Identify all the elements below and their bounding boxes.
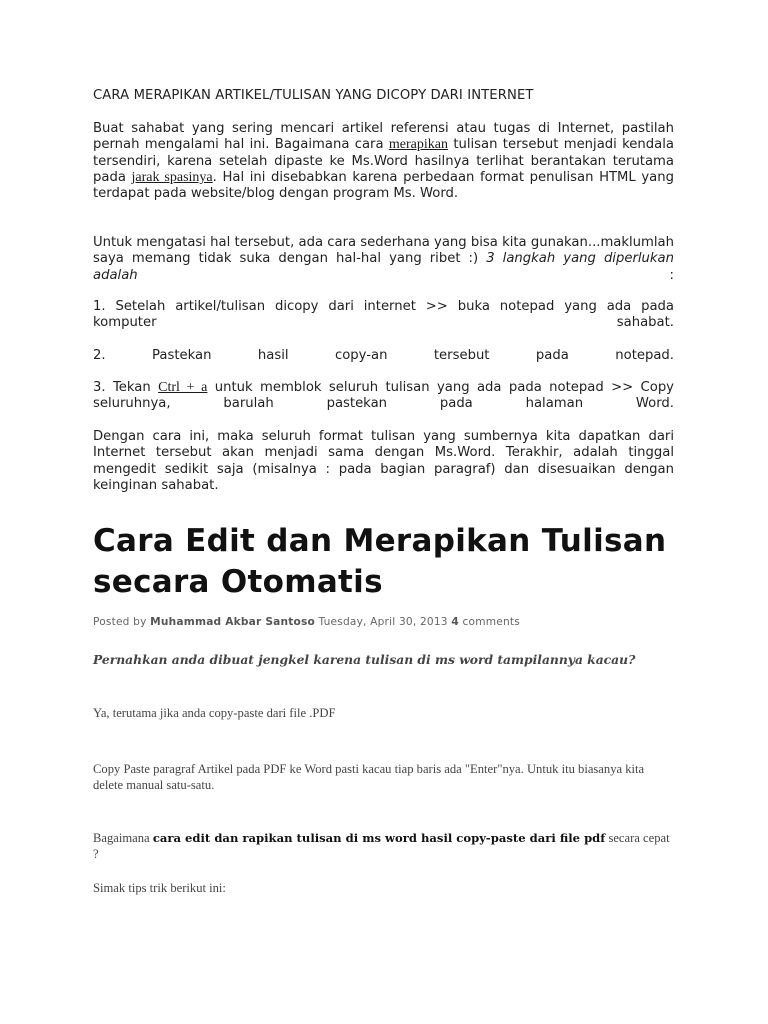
- paragraph-question: [93, 830, 674, 862]
- link-jarak-spasi[interactable]: jarak spasinya: [131, 169, 213, 185]
- post-date[interactable]: Tuesday, April 30, 2013: [318, 616, 448, 628]
- step-1: 1. Setelah artikel/tulisan dicopy dari internet >> buka notepad yang ada pada komputer sahabat.: [93, 299, 674, 331]
- intro-text-3: . Hal ini disebabkan karena perbedaan format penulisan HTML yang terdapat pada website/blog dengan program Ms. Word.: [93, 169, 674, 202]
- steps-colon: :: [669, 267, 674, 283]
- steps-intro: 3 langkah yang diperlukan adalah: [93, 251, 674, 283]
- intro-paragraph: [93, 121, 674, 202]
- step-2: 2. Pastekan hasil copy-an tersebut pada notepad.: [93, 348, 674, 363]
- solution-paragraph: [93, 235, 674, 284]
- question-text-1: Bagaimana: [93, 831, 150, 845]
- paragraph-tips: Simak tips trik berikut ini:: [93, 881, 226, 895]
- article-heading: Cara Edit dan Merapikan Tulisan secara Otomatis: [93, 523, 667, 600]
- paragraph-pdf: Ya, terutama jika anda copy-paste dari file .PDF: [93, 706, 336, 720]
- closing-paragraph: Dengan cara ini, maka seluruh format tulisan yang sumbernya kita dapatkan dari Internet tersebut akan menjadi sama dengan Ms.Word. Terakhir, adalah tinggal mengedit sedikit saja (misalnya : pada bagian paragraf) dan disesuaikan dengan keinginan sahabat.: [93, 429, 674, 493]
- question-text-2: secara cepat ?: [93, 831, 670, 861]
- author-link[interactable]: Muhammad Akbar Santoso: [150, 616, 315, 628]
- paragraph-copy-paste: Copy Paste paragraf Artikel pada PDF ke Word pasti kacau tiap baris ada "Enter"nya. Untuk itu biasanya kita delete manual satu-satu.: [93, 762, 645, 792]
- question-bold: cara edit dan rapikan tulisan di ms word hasil copy-paste dari file pdf: [152, 831, 606, 845]
- solution-text: Untuk mengatasi hal tersebut, ada cara sederhana yang bisa kita gunakan...maklumlah saya memang tidak suka dengan hal-hal yang ribet :): [93, 235, 674, 267]
- link-ctrl-a[interactable]: Ctrl + a: [158, 380, 208, 395]
- comment-count[interactable]: 4: [451, 616, 459, 628]
- intro-text-1: Buat sahabat yang sering mencari artikel referensi atau tugas di Internet, pastilah pernah mengalami hal ini. Bagaimana cara: [93, 121, 674, 153]
- comments-label[interactable]: comments: [462, 616, 520, 628]
- link-merapikan[interactable]: merapikan: [388, 137, 448, 153]
- posted-by-label: Posted by: [93, 616, 147, 628]
- intro-text-2: tulisan tersebut menjadi kendala tersendiri, karena setelah dipaste ke Ms.Word hasilnya terlihat berantakan terutama pada: [93, 137, 674, 185]
- step-3: [93, 380, 674, 413]
- step-3-text-2: untuk memblok seluruh tulisan yang ada pada notepad >> Copy seluruhnya, barulah pastekan pada halaman Word.: [93, 380, 674, 412]
- lead-question: Pernahkan anda dibuat jengkel karena tulisan di ms word tampilannya kacau?: [93, 652, 636, 667]
- step-3-text-1: 3. Tekan: [93, 380, 151, 395]
- post-meta: [93, 616, 674, 628]
- article-title: CARA MERAPIKAN ARTIKEL/TULISAN YANG DICOPY DARI INTERNET: [93, 88, 534, 103]
